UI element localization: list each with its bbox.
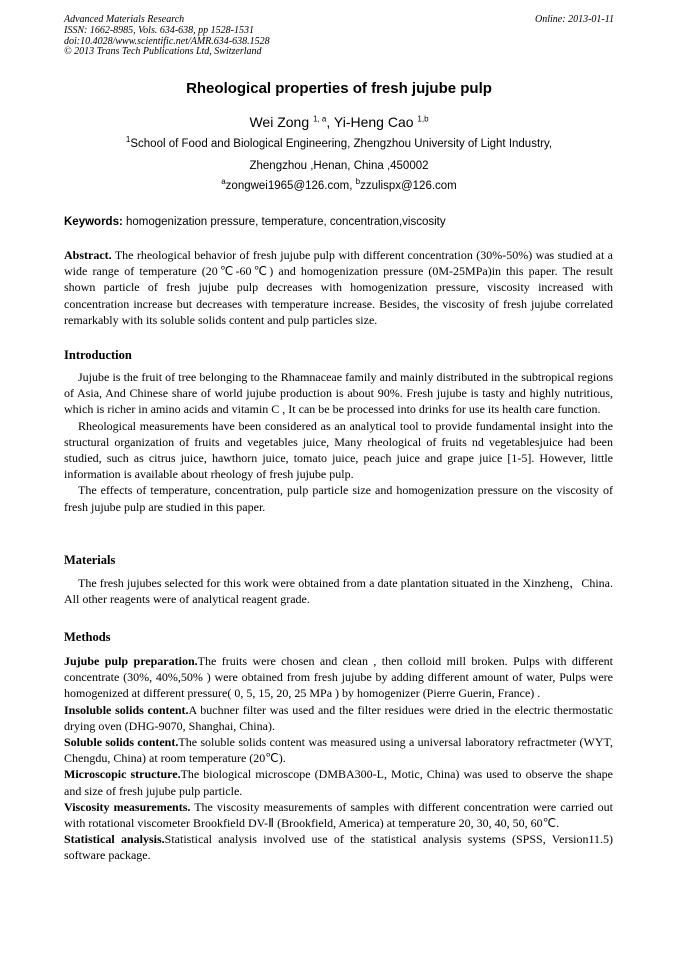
method-text: A buchner filter was used and the filter residues were dried in the electric thermostatic drying oven (DHG-9070, Shanghai, China).	[64, 702, 613, 733]
email-superscript: b	[355, 177, 361, 187]
copyright-line: © 2013 Trans Tech Publications Ltd, Switzerland	[64, 46, 262, 58]
paper-title: Rheological properties of fresh jujube pulp	[186, 80, 492, 97]
method-lead: Jujube pulp preparation.	[64, 654, 198, 668]
author-superscript: 1,b	[417, 114, 429, 124]
method-text: Statistical analysis involved use of the statistical analysis systems (SPSS, Version11.5) software package.	[64, 832, 614, 863]
methods-heading: Methods	[64, 630, 111, 644]
abstract-text: The rheological behavior of fresh jujube pulp with different concentration (30%-50%) was studied at a wide range of temperature (20℃-60℃) and homogenization pressure (0M-25MPa)in this paper. The result shown particle of fresh jujube pulp decreases with homogenization pressure, viscosity increased with concentration increase but decreases with temperature increase. Besides, the viscosity of fresh jujube correlated remarkably with its soluble solids content and pulp particles size.	[64, 248, 613, 327]
method-lead: Viscosity measurements.	[64, 799, 191, 814]
journal-name: Advanced Materials Research	[64, 14, 185, 25]
affiliation-superscript: 1	[125, 135, 131, 145]
method-text: The fruits were chosen and clean , then colloid mill broken. Pulps with different concentrate (30%, 40%,50% ) were obtained from fresh jujube by adding different amount of water, Pulps were homogenized at different pressure( 0, 5, 15, 20, 25 MPa ) by homogenizer (Pierre Guerin, France) .	[64, 654, 614, 701]
method-item	[64, 831, 613, 863]
issn-line: ISSN: 1662-8985, Vols. 634-638, pp 1528-1531	[64, 24, 254, 36]
method-lead: Microscopic structure.	[64, 767, 181, 782]
affiliation-line-2: Zhengzhou ,Henan, China ,450002	[249, 160, 429, 172]
method-text: The viscosity measurements of samples with different concentration were carried out with rotational viscometer Brookfield DV-Ⅱ (Brookfield, America) at temperature 20, 30, 40, 50, 60℃.	[64, 799, 613, 831]
author-name: Yi-Heng Cao	[333, 114, 414, 130]
method-item	[64, 734, 613, 766]
method-lead: Insoluble solids content.	[64, 702, 189, 717]
keywords-label: Keywords:	[64, 216, 123, 228]
author-line	[0, 114, 678, 130]
affiliation-text: School of Food and Biological Engineering, Zhengzhou University of Light Industry,	[130, 138, 553, 150]
email-a: zongwei1965@126.com,	[225, 180, 356, 192]
affiliation-line-1	[0, 135, 678, 150]
method-item	[64, 799, 613, 831]
paragraph: The effects of temperature, concentration, pulp particle size and homogenization pressure on the viscosity of fresh jujube pulp are studied in this paper.	[64, 483, 613, 514]
email-line	[0, 177, 678, 192]
author-separator: ,	[326, 114, 334, 130]
doi-line: doi:10.4028/www.scientific.net/AMR.634-638.1528	[64, 35, 270, 47]
materials-heading: Materials	[64, 553, 116, 567]
method-text: The soluble solids content was measured using a universal laboratory refractmeter (WYT, Chengdu, China) at room temperature (20℃).	[64, 735, 613, 766]
author-superscript: 1, a	[313, 114, 327, 124]
abstract	[64, 247, 613, 328]
journal-header	[64, 15, 424, 58]
method-lead: Soluble solids content.	[64, 735, 179, 750]
method-lead: Statistical analysis.	[64, 832, 165, 847]
author-name: Wei Zong	[249, 114, 310, 130]
method-item	[64, 702, 613, 734]
introduction-body	[64, 369, 613, 515]
materials-body	[64, 575, 613, 607]
keywords-text: homogenization pressure, temperature, concentration,viscosity	[122, 216, 446, 228]
methods-body	[64, 653, 613, 864]
method-text: The biological microscope (DMBA300-L, Motic, China) was used to observe the shape and size of fresh jujube pulp particle.	[64, 767, 613, 798]
paragraph: The fresh jujubes selected for this work were obtained from a date plantation situated in the Xinzheng，China. All other reagents were of analytical reagent grade.	[64, 576, 613, 607]
online-date: Online: 2013-01-11	[535, 14, 614, 25]
abstract-label: Abstract.	[64, 248, 112, 262]
keywords	[64, 216, 624, 228]
method-item	[64, 653, 613, 702]
method-item	[64, 766, 613, 798]
email-b: zzulispx@126.com	[360, 180, 457, 192]
email-superscript: a	[221, 177, 226, 187]
paragraph: Jujube is the fruit of tree belonging to the Rhamnaceae family and mainly distributed in the subtropical regions of Asia, And Chinese share of world jujube production is about 90%. Fresh jujube is tasty and highly nutritious, which is richer in amino acids and vitamin C , It can be be processed into drinks for use its health care function.	[64, 370, 613, 417]
paragraph: Rheological measurements have been considered as an analytical tool to provide fundamental insight into the structural organization of fruits and vegetables juice, Many rheological of fruits nd vegetablesjuice had been studied, such as citrus juice, hawthorn juice, tomato juice, peach juice and grape juice [1-5]. However, little information is available about rheology of fresh jujube pulp.	[64, 418, 613, 482]
introduction-heading: Introduction	[64, 348, 132, 362]
